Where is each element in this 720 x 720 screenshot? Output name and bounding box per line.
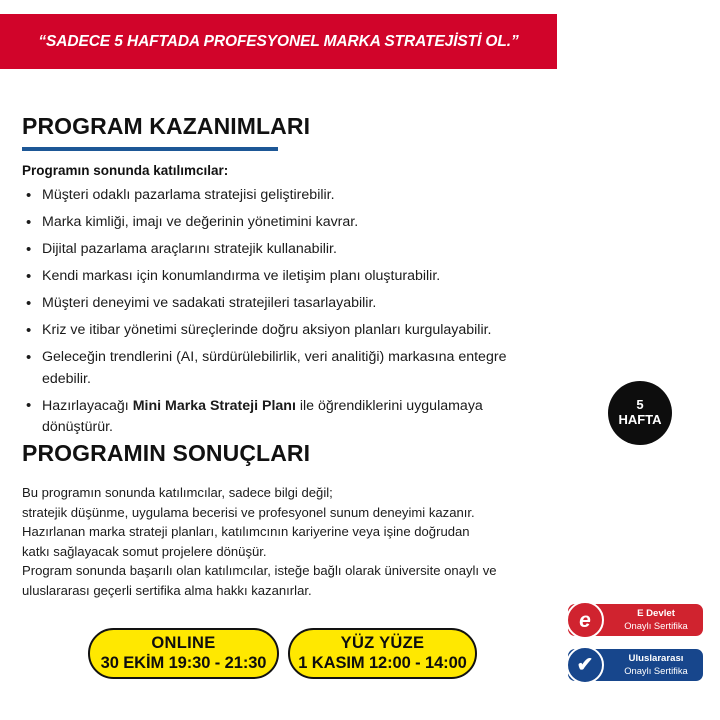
- certificate-badge-edevlet-text: [612, 608, 700, 631]
- certificate-international-subtitle: Onaylı Sertifika: [624, 665, 688, 677]
- gains-lead-text: Programın sonunda katılımcılar:: [22, 163, 229, 178]
- gains-bullet-list: [22, 185, 542, 444]
- schedule-pill-inperson-detail: 1 KASIM 12:00 - 14:00: [298, 653, 467, 672]
- results-paragraph-line: Hazırlanan marka strateji planları, katılımcının kariyerine veya işine doğrudan: [22, 524, 470, 540]
- results-heading: PROGRAMIN SONUÇLARI: [22, 440, 311, 466]
- gains-bullet-item: [22, 347, 542, 390]
- schedule-pill-online-detail: 30 EKİM 19:30 - 21:30: [100, 653, 267, 672]
- e-devlet-icon: [566, 601, 604, 639]
- gains-bullet-text-tail: ile öğrendiklerini uygulamaya dönüştürür.: [42, 397, 483, 435]
- gains-lead: [22, 163, 228, 178]
- certificate-badge-international-text: [612, 653, 700, 676]
- results-paragraph-line: katkı sağlayacak somut projelere dönüşür.: [22, 543, 267, 559]
- gains-bullet-item: [22, 293, 542, 315]
- gains-bullet-item: [22, 320, 542, 342]
- gains-bullet-text: Dijital pazarlama araçlarını stratejik kullanabilir.: [42, 241, 337, 257]
- e-devlet-icon-glyph: e: [579, 608, 591, 632]
- gains-bullet-text: Müşteri odaklı pazarlama stratejisi geliştirebilir.: [42, 187, 335, 203]
- results-paragraph-line: uluslararası geçerli sertifika alma hakkı kazanırlar.: [22, 582, 312, 598]
- weeks-badge-label: HAFTA: [618, 412, 662, 427]
- results-paragraph: [22, 483, 497, 601]
- headline-banner: [0, 14, 557, 69]
- schedule-pill-inperson[interactable]: [288, 628, 477, 679]
- results-paragraph-line: Program sonunda başarılı olan katılımcılar, isteğe bağlı olarak üniversite onaylı ve: [22, 563, 497, 579]
- certificate-badge-international: [568, 649, 703, 681]
- check-icon: [566, 646, 604, 684]
- schedule-pill-online[interactable]: [88, 628, 279, 679]
- gains-bullet-text: Kendi markası için konumlandırma ve iletişim planı oluşturabilir.: [42, 268, 441, 284]
- check-icon-glyph: ✔: [576, 654, 594, 676]
- gains-bullet-item: [22, 266, 542, 288]
- gains-section: [22, 113, 310, 151]
- gains-bullet-text: Marka kimliği, imajı ve değerinin yönetimini kavrar.: [42, 214, 359, 230]
- gains-heading-underline: [22, 147, 278, 151]
- gains-bullet-item: [22, 185, 542, 207]
- gains-bullet-text: Müşteri deneyimi ve sadakati stratejileri tasarlayabilir.: [42, 295, 377, 311]
- gains-bullet-item: [22, 396, 542, 439]
- gains-bullet-item: [22, 212, 542, 234]
- gains-bullet-item: [22, 239, 542, 261]
- certificate-edevlet-title: E Devlet: [637, 608, 675, 620]
- schedule-pill-online-title: ONLINE: [151, 634, 216, 653]
- headline-banner-text: “SADECE 5 HAFTADA PROFESYONEL MARKA STRATEJİSTİ OL.”: [38, 32, 519, 50]
- weeks-badge-number: 5: [636, 397, 644, 413]
- certificate-badge-edevlet: [568, 604, 703, 636]
- gains-heading: PROGRAM KAZANIMLARI: [22, 113, 311, 139]
- results-section: [22, 440, 310, 467]
- gains-bullet-text: Kriz ve itibar yönetimi süreçlerinde doğru aksiyon planları kurgulayabilir.: [42, 322, 492, 338]
- schedule-pill-inperson-title: YÜZ YÜZE: [340, 634, 425, 653]
- certificate-international-title: Uluslararası: [628, 653, 684, 665]
- results-paragraph-line: stratejik düşünme, uygulama becerisi ve profesyonel sunum deneyimi kazanır.: [22, 504, 475, 520]
- weeks-badge: [608, 381, 672, 445]
- gains-bullet-text: Geleceğin trendlerini (AI, sürdürülebilirlik, veri analitiği) markasına entegre edebilir.: [42, 349, 507, 387]
- gains-bullet-text: Hazırlayacağı: [42, 397, 133, 414]
- gains-bullet-emphasis: Mini Marka Strateji Planı: [132, 397, 296, 414]
- certificate-edevlet-subtitle: Onaylı Sertifika: [624, 620, 688, 632]
- results-paragraph-line: Bu programın sonunda katılımcılar, sadece bilgi değil;: [22, 485, 333, 500]
